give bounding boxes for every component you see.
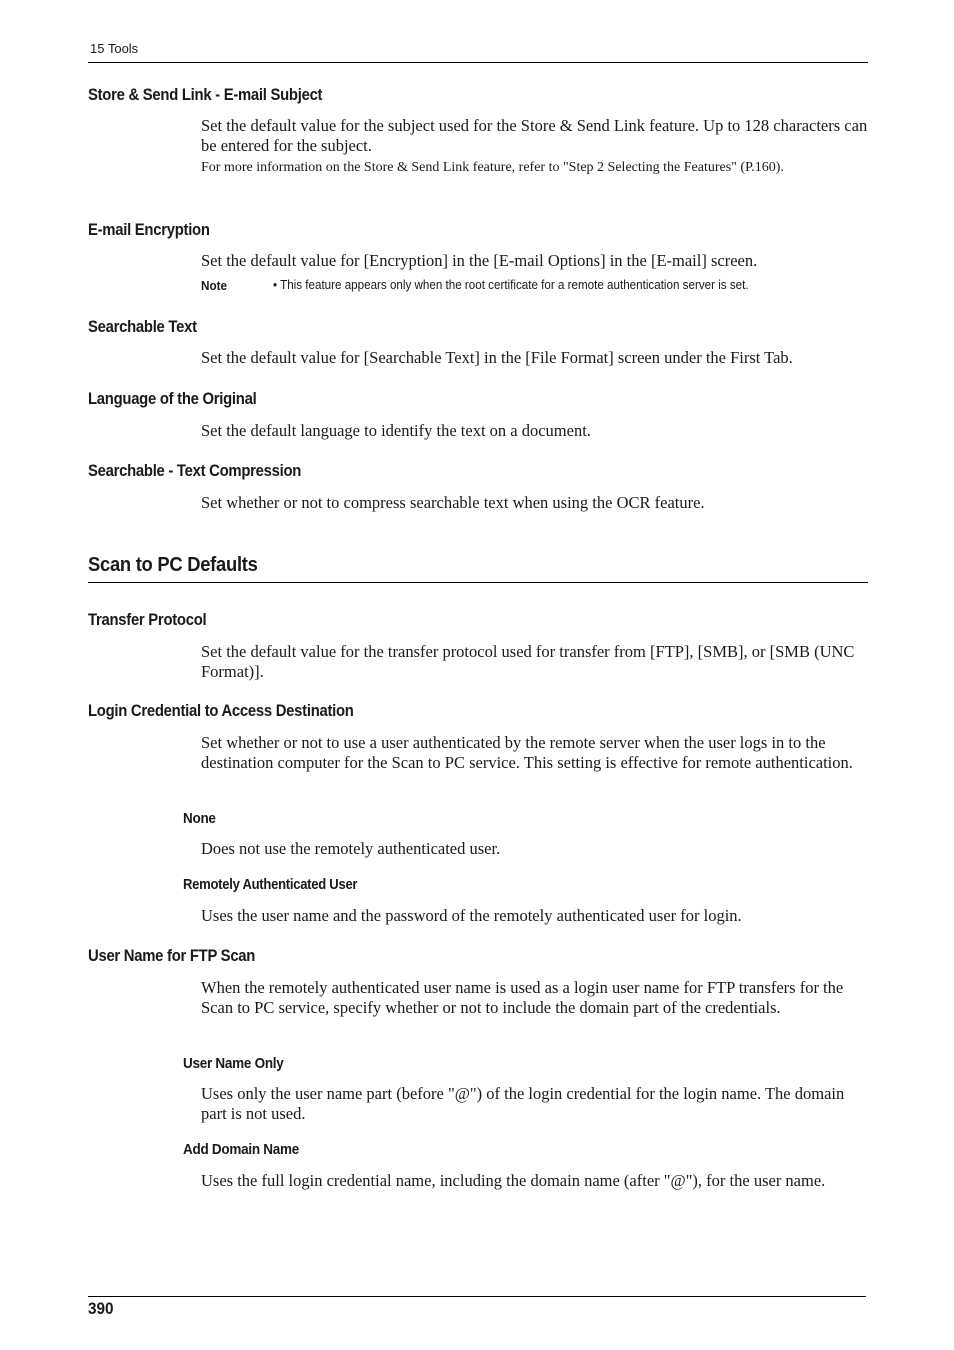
heading-store-send-subject: Store & Send Link - E-mail Subject xyxy=(88,86,323,104)
body-remotely-authenticated: Uses the user name and the password of the remotely authenticated user for login. xyxy=(201,906,742,925)
heading-searchable-compression: Searchable - Text Compression xyxy=(88,462,302,480)
heading-user-name-ftp: User Name for FTP Scan xyxy=(88,947,256,965)
heading-language-original: Language of the Original xyxy=(88,390,257,408)
reference-store-send-link: For more information on the Store & Send Link feature, refer to "Step 2 Selecting the Features" (P.160). xyxy=(201,160,784,175)
heading-user-name-only: User Name Only xyxy=(183,1055,284,1072)
note-label: Note xyxy=(201,278,228,293)
heading-remotely-authenticated: Remotely Authenticated User xyxy=(183,877,358,893)
body-language-original: Set the default language to identify the text on a document. xyxy=(201,421,591,440)
footer-divider xyxy=(88,1296,866,1297)
body-login-credential: Set whether or not to use a user authenticated by the remote server when the user logs in to the destination computer for the Scan to PC service. This setting is effective for remote authentication. xyxy=(201,733,853,772)
heading-add-domain-name: Add Domain Name xyxy=(183,1141,299,1158)
section-divider xyxy=(88,582,868,583)
body-email-encryption: Set the default value for [Encryption] in the [E-mail Options] in the [E-mail] screen. xyxy=(201,251,758,270)
running-header: 15 Tools xyxy=(90,41,139,56)
heading-transfer-protocol: Transfer Protocol xyxy=(88,611,207,629)
heading-none: None xyxy=(183,810,216,827)
body-add-domain-name: Uses the full login credential name, including the domain name (after "@"), for the user name. xyxy=(201,1171,826,1190)
body-transfer-protocol: Set the default value for the transfer protocol used for transfer from [FTP], [SMB], or [SMB (UNC Format)]. xyxy=(201,642,855,681)
body-user-name-ftp: When the remotely authenticated user name is used as a login user name for FTP transfers for the Scan to PC service, specify whether or not to include the domain part of the credentials. xyxy=(201,978,844,1017)
heading-searchable-text: Searchable Text xyxy=(88,318,197,336)
body-searchable-compression: Set whether or not to compress searchable text when using the OCR feature. xyxy=(201,493,705,512)
heading-email-encryption: E-mail Encryption xyxy=(88,221,210,239)
section-title-scan-to-pc: Scan to PC Defaults xyxy=(88,554,258,576)
header-divider xyxy=(88,62,868,63)
body-searchable-text: Set the default value for [Searchable Text] in the [File Format] screen under the First Tab. xyxy=(201,348,793,367)
heading-login-credential: Login Credential to Access Destination xyxy=(88,702,354,720)
body-user-name-only: Uses only the user name part (before "@") of the login credential for the login name. The domain part is not used. xyxy=(201,1084,845,1123)
body-none: Does not use the remotely authenticated user. xyxy=(201,839,501,858)
note-text: • This feature appears only when the root certificate for a remote authentication server is set. xyxy=(273,278,749,292)
body-store-send-subject: Set the default value for the subject used for the Store & Send Link feature. Up to 128 characters can be entered for the subject. xyxy=(201,116,868,155)
page-number: 390 xyxy=(88,1299,114,1318)
